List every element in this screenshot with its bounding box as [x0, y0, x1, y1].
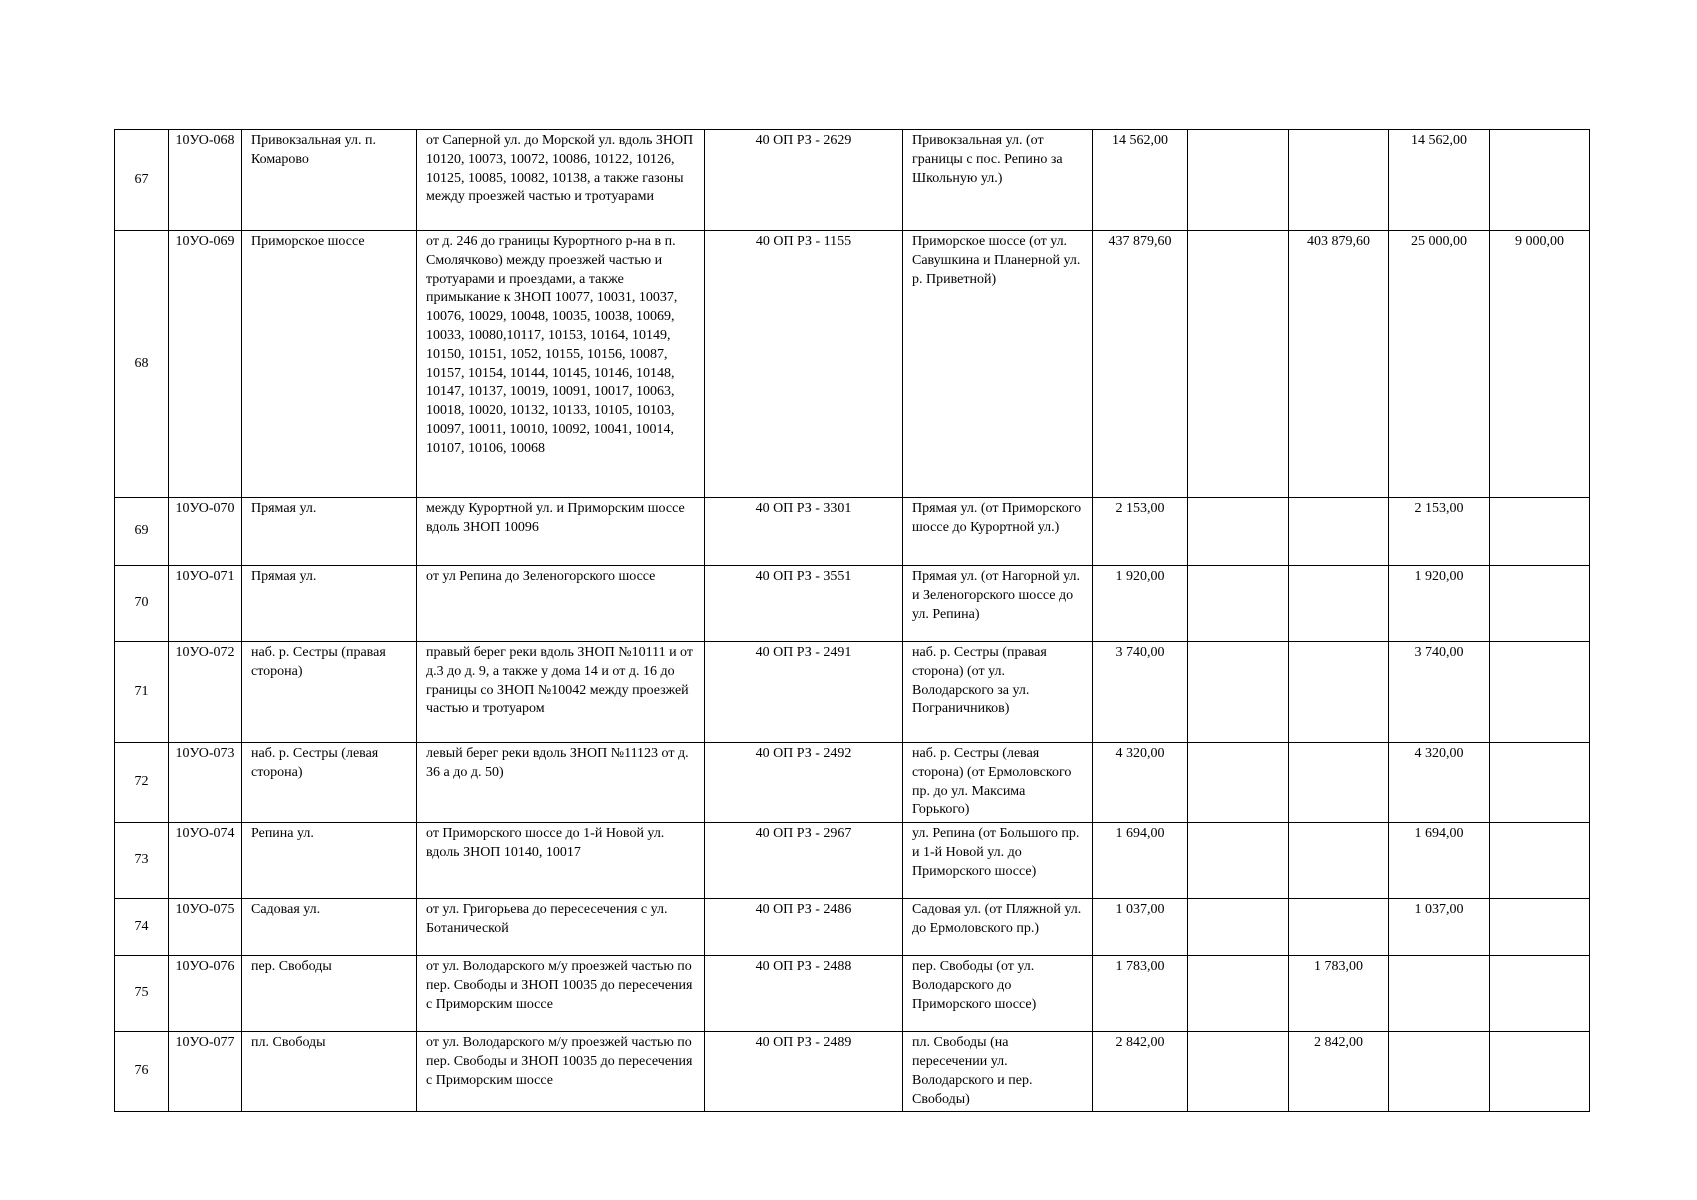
value-3-cell: 14 562,00: [1389, 130, 1490, 231]
code-cell: 10УО-068: [169, 130, 242, 231]
road-name-cell: Приморское шоссе (от ул. Савушкина и Планерной ул. р. Приветной): [903, 231, 1093, 498]
name-cell: Садовая ул.: [242, 899, 417, 956]
row-number-cell: 68: [115, 231, 169, 498]
road-name-cell: наб. р. Сестры (левая сторона) (от Ермоловского пр. до ул. Максима Горького): [903, 743, 1093, 823]
table-row: [115, 566, 1590, 642]
value-3-cell: 1 920,00: [1389, 566, 1490, 642]
table-row: [115, 743, 1590, 823]
value-3-cell: 2 153,00: [1389, 498, 1490, 566]
value-1-cell: [1188, 1032, 1289, 1112]
road-name-cell: пл. Свободы (на пересечении ул. Володарского и пер. Свободы): [903, 1032, 1093, 1112]
row-number-cell: 76: [115, 1032, 169, 1112]
road-name-cell: наб. р. Сестры (правая сторона) (от ул. Володарского за ул. Пограничников): [903, 642, 1093, 743]
value-1-cell: [1188, 130, 1289, 231]
value-4-cell: [1490, 743, 1590, 823]
row-number-cell: 74: [115, 899, 169, 956]
code-cell: 10УО-076: [169, 956, 242, 1032]
value-4-cell: [1490, 566, 1590, 642]
description-cell: от Саперной ул. до Морской ул. вдоль ЗНОП 10120, 10073, 10072, 10086, 10122, 10126, 10125, 10085, 10082, 10138, а также газоны между проезжей частью и тротуарами: [417, 130, 705, 231]
value-4-cell: [1490, 130, 1590, 231]
road-id-cell: 40 ОП РЗ - 2486: [705, 899, 903, 956]
road-id-cell: 40 ОП РЗ - 3551: [705, 566, 903, 642]
table-row: [115, 1032, 1590, 1112]
road-name-cell: Прямая ул. (от Нагорной ул. и Зеленогорского шоссе до ул. Репина): [903, 566, 1093, 642]
description-cell: от ул. Володарского м/у проезжей частью по пер. Свободы и ЗНОП 10035 до пересечения с Приморским шоссе: [417, 1032, 705, 1112]
table-row: [115, 823, 1590, 899]
description-cell: правый берег реки вдоль ЗНОП №10111 и от д.3 до д. 9, а также у дома 14 и от д. 16 до границы со ЗНОП №10042 между проезжей частью и тротуаром: [417, 642, 705, 743]
description-cell: от ул. Григорьева до пересесечения с ул. Ботанической: [417, 899, 705, 956]
value-1-cell: [1188, 498, 1289, 566]
value-2-cell: [1289, 498, 1389, 566]
total-area-cell: 4 320,00: [1093, 743, 1188, 823]
value-2-cell: [1289, 899, 1389, 956]
road-id-cell: 40 ОП РЗ - 1155: [705, 231, 903, 498]
value-4-cell: [1490, 642, 1590, 743]
value-2-cell: 1 783,00: [1289, 956, 1389, 1032]
name-cell: Приморское шоссе: [242, 231, 417, 498]
code-cell: 10УО-070: [169, 498, 242, 566]
value-1-cell: [1188, 823, 1289, 899]
name-cell: Прямая ул.: [242, 498, 417, 566]
total-area-cell: 14 562,00: [1093, 130, 1188, 231]
total-area-cell: 437 879,60: [1093, 231, 1188, 498]
value-1-cell: [1188, 956, 1289, 1032]
roads-table: [114, 129, 1590, 1112]
total-area-cell: 2 842,00: [1093, 1032, 1188, 1112]
value-4-cell: [1490, 823, 1590, 899]
code-cell: 10УО-073: [169, 743, 242, 823]
road-id-cell: 40 ОП РЗ - 2492: [705, 743, 903, 823]
value-1-cell: [1188, 231, 1289, 498]
value-3-cell: 4 320,00: [1389, 743, 1490, 823]
road-id-cell: 40 ОП РЗ - 2491: [705, 642, 903, 743]
document-page: [114, 129, 1589, 1112]
code-cell: 10УО-071: [169, 566, 242, 642]
value-4-cell: [1490, 956, 1590, 1032]
description-cell: от Приморского шоссе до 1-й Новой ул. вдоль ЗНОП 10140, 10017: [417, 823, 705, 899]
total-area-cell: 2 153,00: [1093, 498, 1188, 566]
table-row: [115, 899, 1590, 956]
value-4-cell: [1490, 1032, 1590, 1112]
row-number-cell: 75: [115, 956, 169, 1032]
road-name-cell: Садовая ул. (от Пляжной ул. до Ермоловского пр.): [903, 899, 1093, 956]
value-3-cell: [1389, 956, 1490, 1032]
total-area-cell: 3 740,00: [1093, 642, 1188, 743]
row-number-cell: 73: [115, 823, 169, 899]
value-1-cell: [1188, 642, 1289, 743]
value-2-cell: 403 879,60: [1289, 231, 1389, 498]
name-cell: Прямая ул.: [242, 566, 417, 642]
row-number-cell: 69: [115, 498, 169, 566]
total-area-cell: 1 920,00: [1093, 566, 1188, 642]
value-4-cell: 9 000,00: [1490, 231, 1590, 498]
total-area-cell: 1 783,00: [1093, 956, 1188, 1032]
road-id-cell: 40 ОП РЗ - 2488: [705, 956, 903, 1032]
code-cell: 10УО-075: [169, 899, 242, 956]
total-area-cell: 1 037,00: [1093, 899, 1188, 956]
value-2-cell: [1289, 566, 1389, 642]
value-3-cell: 1 037,00: [1389, 899, 1490, 956]
value-3-cell: 3 740,00: [1389, 642, 1490, 743]
description-cell: между Курортной ул. и Приморским шоссе вдоль ЗНОП 10096: [417, 498, 705, 566]
road-id-cell: 40 ОП РЗ - 3301: [705, 498, 903, 566]
road-name-cell: Прямая ул. (от Приморского шоссе до Курортной ул.): [903, 498, 1093, 566]
row-number-cell: 71: [115, 642, 169, 743]
name-cell: пер. Свободы: [242, 956, 417, 1032]
road-id-cell: 40 ОП РЗ - 2629: [705, 130, 903, 231]
description-cell: от ул Репина до Зеленогорского шоссе: [417, 566, 705, 642]
name-cell: наб. р. Сестры (левая сторона): [242, 743, 417, 823]
table-row: [115, 956, 1590, 1032]
row-number-cell: 72: [115, 743, 169, 823]
description-cell: левый берег реки вдоль ЗНОП №11123 от д. 36 а до д. 50): [417, 743, 705, 823]
table-row: [115, 130, 1590, 231]
total-area-cell: 1 694,00: [1093, 823, 1188, 899]
description-cell: от ул. Володарского м/у проезжей частью по пер. Свободы и ЗНОП 10035 до пересечения с Приморским шоссе: [417, 956, 705, 1032]
value-1-cell: [1188, 566, 1289, 642]
road-id-cell: 40 ОП РЗ - 2967: [705, 823, 903, 899]
value-2-cell: 2 842,00: [1289, 1032, 1389, 1112]
road-id-cell: 40 ОП РЗ - 2489: [705, 1032, 903, 1112]
table-row: [115, 642, 1590, 743]
value-1-cell: [1188, 899, 1289, 956]
table-row: [115, 231, 1590, 498]
name-cell: Репина ул.: [242, 823, 417, 899]
code-cell: 10УО-069: [169, 231, 242, 498]
value-3-cell: 25 000,00: [1389, 231, 1490, 498]
value-4-cell: [1490, 899, 1590, 956]
road-name-cell: пер. Свободы (от ул. Володарского до Приморского шоссе): [903, 956, 1093, 1032]
road-name-cell: Привокзальная ул. (от границы с пос. Репино за Школьную ул.): [903, 130, 1093, 231]
name-cell: пл. Свободы: [242, 1032, 417, 1112]
value-2-cell: [1289, 642, 1389, 743]
road-name-cell: ул. Репина (от Большого пр. и 1-й Новой ул. до Приморского шоссе): [903, 823, 1093, 899]
value-3-cell: 1 694,00: [1389, 823, 1490, 899]
value-2-cell: [1289, 743, 1389, 823]
row-number-cell: 67: [115, 130, 169, 231]
table-row: [115, 498, 1590, 566]
value-2-cell: [1289, 823, 1389, 899]
value-2-cell: [1289, 130, 1389, 231]
value-3-cell: [1389, 1032, 1490, 1112]
name-cell: Привокзальная ул. п. Комарово: [242, 130, 417, 231]
name-cell: наб. р. Сестры (правая сторона): [242, 642, 417, 743]
row-number-cell: 70: [115, 566, 169, 642]
code-cell: 10УО-074: [169, 823, 242, 899]
value-1-cell: [1188, 743, 1289, 823]
code-cell: 10УО-077: [169, 1032, 242, 1112]
code-cell: 10УО-072: [169, 642, 242, 743]
value-4-cell: [1490, 498, 1590, 566]
description-cell: от д. 246 до границы Курортного р-на в п. Смолячково) между проезжей частью и тротуарами и проездами, а также примыкание к ЗНОП 10077, 10031, 10037, 10076, 10029, 10048, 10035, 10038, 10069, 10033, 10080,10117, 10153, 10164, 10149, 10150, 10151, 1052, 10155, 10156, 10087, 10157, 10154, 10144, 10145, 10146, 10148, 10147, 10137, 10019, 10091, 10017, 10063, 10018, 10020, 10132, 10133, 10105, 10103, 10097, 10011, 10010, 10092, 10041, 10014, 10107, 10106, 10068: [417, 231, 705, 498]
